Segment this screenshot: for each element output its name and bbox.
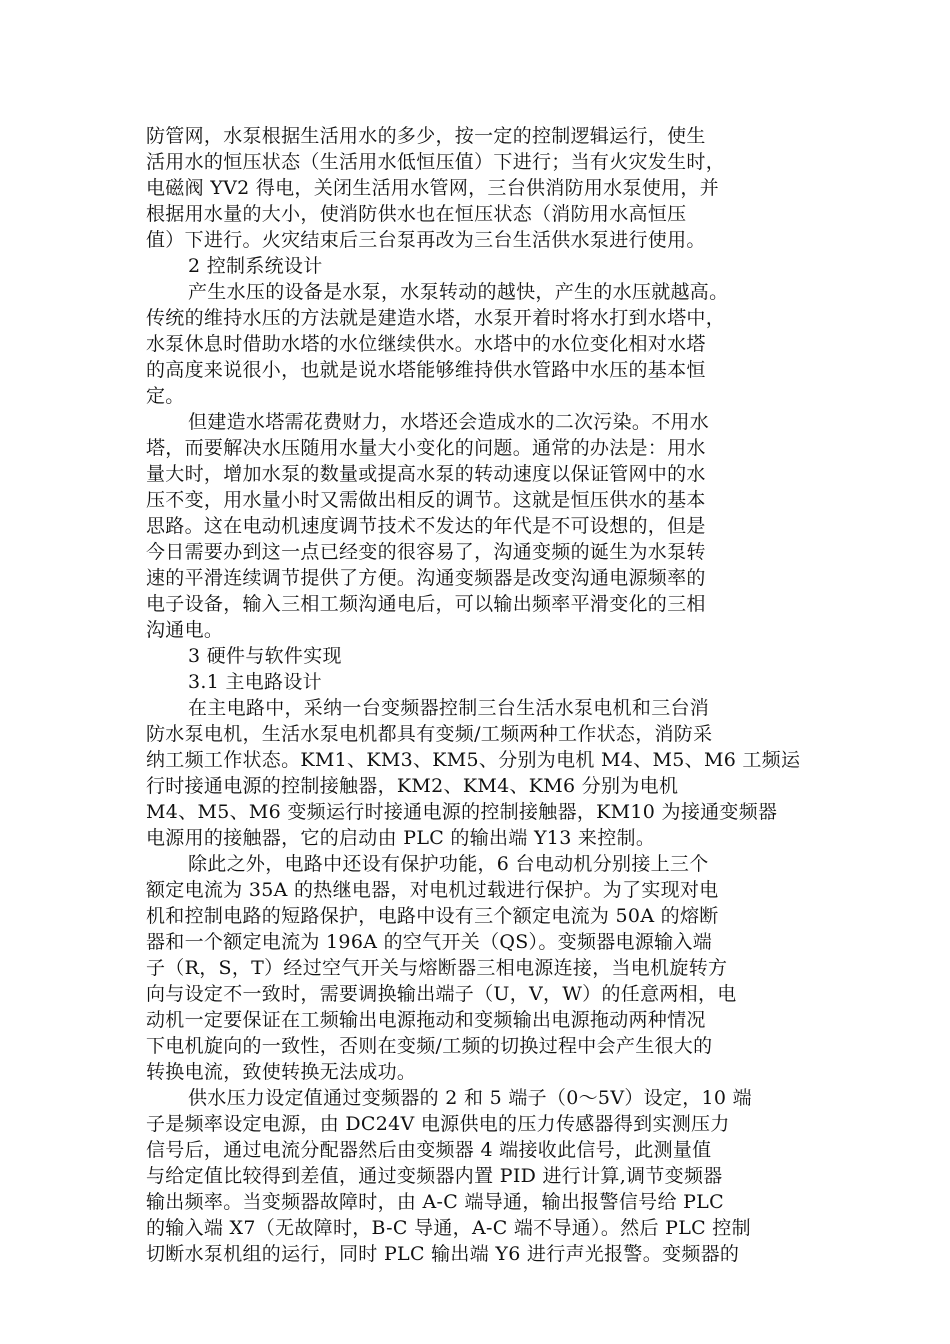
body-line: 的高度来说很小，也就是说水塔能够维持供水管路中水压的基本恒 [146, 359, 706, 381]
body-line: 量大时，增加水泵的数量或提高水泵的转动速度以保证管网中的水 [146, 463, 706, 485]
body-line: 机和控制电路的短路保护，电路中设有三个额定电流为 50A 的熔断 [146, 905, 719, 927]
body-line: 值）下进行。火灾结束后三台泵再改为三台生活供水泵进行使用。 [146, 229, 706, 251]
body-line: 压不变，用水量小时又需做出相反的调节。这就是恒压供水的基本 [146, 489, 706, 511]
paragraph-first-line: 供水压力设定值通过变频器的 2 和 5 端子（0～5V）设定，10 端 [188, 1087, 752, 1109]
body-line: 子是频率设定电源，由 DC24V 电源供电的压力传感器得到实测压力 [146, 1113, 730, 1135]
section-heading: 3 硬件与软件实现 [188, 645, 342, 667]
body-line: 电源用的接触器，它的启动由 PLC 的输出端 Y13 来控制。 [146, 827, 656, 849]
body-line: 活用水的恒压状态（生活用水低恒压值）下进行；当有火灾发生时， [146, 151, 726, 173]
body-line: 下电机旋向的一致性，否则在变频/工频的切换过程中会产生很大的 [146, 1035, 713, 1057]
body-line: 电子设备，输入三相工频沟通电后，可以输出频率平滑变化的三相 [146, 593, 706, 615]
body-line: 防水泵电机，生活水泵电机都具有变频/工频两种工作状态，消防采 [146, 723, 713, 745]
body-line: 纳工频工作状态。KM1、KM3、KM5、分别为电机 M4、M5、M6 工频运 [146, 749, 801, 771]
paragraph-first-line: 但建造水塔需花费财力，水塔还会造成水的二次污染。不用水 [188, 411, 710, 433]
body-line: 传统的维持水压的方法就是建造水塔，水泵开着时将水打到水塔中， [146, 307, 726, 329]
body-line: 的输入端 X7（无故障时，B-C 导通，A-C 端不导通）。然后 PLC 控制 [146, 1217, 751, 1239]
body-line: 转换电流，致使转换无法成功。 [146, 1061, 417, 1083]
body-line: 沟通电。 [146, 619, 224, 641]
body-line: 子（R，S，T）经过空气开关与熔断器三相电源连接，当电机旋转方 [146, 957, 728, 979]
body-line: 根据用水量的大小，使消防供水也在恒压状态（消防用水高恒压 [146, 203, 687, 225]
paragraph-first-line: 除此之外，电路中还设有保护功能，6 台电动机分别接上三个 [188, 853, 709, 875]
subsection-heading: 3.1 主电路设计 [188, 671, 322, 693]
body-line: 器和一个额定电流为 196A 的空气开关（QS）。变频器电源输入端 [146, 931, 713, 953]
body-line: 电磁阀 YV2 得电，关闭生活用水管网，三台供消防用水泵使用，并 [146, 177, 720, 199]
document-body [146, 123, 806, 1267]
body-line: 行时接通电源的控制接触器，KM2、KM4、KM6 分别为电机 [146, 775, 679, 797]
body-line: 输出频率。当变频器故障时，由 A-C 端导通，输出报警信号给 PLC [146, 1191, 724, 1213]
body-line: 防管网，水泵根据生活用水的多少，按一定的控制逻辑运行，使生 [146, 125, 706, 147]
body-line: 今日需要办到这一点已经变的很容易了，沟通变频的诞生为水泵转 [146, 541, 706, 563]
body-line: M4、M5、M6 变频运行时接通电源的控制接触器，KM10 为接通变频器 [146, 801, 778, 823]
body-line: 思路。这在电动机速度调节技术不发达的年代是不可设想的，但是 [146, 515, 706, 537]
body-line: 切断水泵机组的运行，同时 PLC 输出端 Y6 进行声光报警。变频器的 [146, 1243, 740, 1265]
body-line: 塔，而要解决水压随用水量大小变化的问题。通常的办法是：用水 [146, 437, 706, 459]
section-heading: 2 控制系统设计 [188, 255, 323, 277]
body-line: 信号后，通过电流分配器然后由变频器 4 端接收此信号，此测量值 [146, 1139, 712, 1161]
body-line: 水泵休息时借助水塔的水位继续供水。水塔中的水位变化相对水塔 [146, 333, 706, 355]
body-line: 额定电流为 35A 的热继电器，对电机过载进行保护。为了实现对电 [146, 879, 719, 901]
paragraph-first-line: 产生水压的设备是水泵，水泵转动的越快，产生的水压就越高。 [188, 281, 729, 303]
body-line: 向与设定不一致时，需要调换输出端子（U，V，W）的任意两相，电 [146, 983, 737, 1005]
body-line: 速的平滑连续调节提供了方便。沟通变频器是改变沟通电源频率的 [146, 567, 706, 589]
body-line: 定。 [146, 385, 185, 407]
paragraph-first-line: 在主电路中，采纳一台变频器控制三台生活水泵电机和三台消 [188, 697, 710, 719]
body-line: 与给定值比较得到差值，通过变频器内置 PID 进行计算,调节变频器 [146, 1165, 723, 1187]
body-line: 动机一定要保证在工频输出电源拖动和变频输出电源拖动两种情况 [146, 1009, 706, 1031]
